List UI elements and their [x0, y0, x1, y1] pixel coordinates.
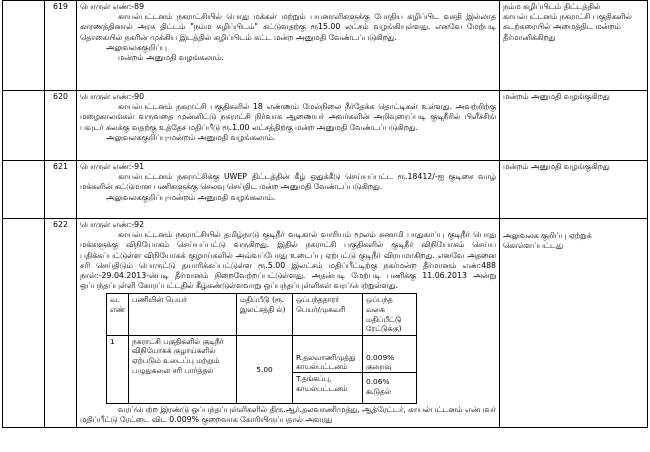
cell-work: நகராட்சி பகுதிகளில் குடிநீர் விநியோகக் குழாய்களில் ஏற்படும் உடைப்பு மற்றும் பழுதுகளை சரி பார்த்தல் — [129, 335, 237, 403]
office-note-text: மன்றம் அனுமதி வழங்கலாம். — [118, 53, 224, 63]
subject-text: காயல்பட்டனம் நகராட்சி பகுதிகளில் 18 எண்ணம் மேல்நிலை நீர்தேக்க தொட்டிகள் உள்ளது. அவற்றிற்கு மழைகாலங்கள் வருவதை முன்னிட்டு நகராட்சி நிர்வாக ஆணையர் அவர்களின் அறிவுரைப்படி குடிநீரில் பிளீச்சிங் பவுடர் கலக்கு வதற்கு உத்தேச மதிப்பீடு ரூ.1.00 லட்சத்திற்கு மன்ற அனுமதி வேண்டப்படுகிறது. — [80, 102, 496, 132]
tenderer-2: T.தங்கப்பு, காயல்பட்டனம் — [293, 372, 362, 393]
subject-text: காயல்பட்டனம் நகராட்சியில் பொது மக்கள் மற்றும் பயனாளிகளுக்கு போதிய கழிப்பிட வசதி இல்லாத காரணத்தினால் அரசு திட்டம் "நம்ம கழிப்பிடம்" கட்டுவதற்கு ரூ15.00 லட்சம் வழங்கியுள்ளது. எனவே மேற்படி தொகையில் நகரின் முக்கிய இடத்தில் கழிப்பிடம் கட்ட மன்ற அனுமதி வேண்டப்படுகிறது. — [80, 12, 496, 42]
cell-rates — [363, 335, 417, 403]
resolution-row-622 — [3, 219, 648, 428]
item-body — [77, 161, 500, 219]
item-number: 622 — [45, 219, 77, 428]
office-note-label: அலுவலககுறிப்பு — [106, 42, 167, 52]
office-note: அலுவலககுறிப்பு-மன்றம் அனுமதி வழங்கலாம். — [106, 132, 276, 142]
cell-tenderers — [293, 335, 363, 403]
item-body — [77, 91, 500, 161]
subject-label: பொருள் எண்:-90 — [80, 92, 145, 101]
resolution-row-619 — [3, 1, 648, 91]
gutter-cell — [3, 1, 45, 91]
subject-label: பொருள் எண்:-91 — [80, 162, 145, 171]
gutter-cell — [3, 219, 45, 428]
cell-serial: 1 — [107, 335, 129, 403]
header-serial: வ. எண் — [107, 294, 129, 335]
rate-2: 0.06% கூடுதல் — [363, 372, 416, 402]
resolution-text: மன்றம் அனுமதி வழங்குகிறது — [500, 91, 648, 161]
gutter-cell — [3, 161, 45, 219]
resolution-text: அலுவலக குறிப்பு ஏற்றுக் கொள்ளப்பட்டது — [500, 219, 648, 428]
header-rate: ஒப்பந்த வகை மதிப்பீட்டு ரேட்டுக்கு) — [363, 294, 417, 335]
item-body — [77, 219, 500, 428]
item-number: 619 — [45, 1, 77, 91]
resolution-text: மன்றம் அனுமதி வழங்குகிறது — [500, 161, 648, 219]
resolution-row-620 — [3, 91, 648, 161]
rate-1: 0.009% குறைவு — [366, 352, 395, 372]
gutter-cell — [3, 91, 45, 161]
tenderer-1: R.தலவாணிமுத்து காயல்பட்டனம் — [296, 352, 356, 372]
header-estimate: மதிப்பீடு (ரூ. இலட்சத்தி ல்) — [237, 294, 293, 335]
footer-text: வரப்பெற்ற இரண்டு ஒப்பந்தப்புள்ளிகளில் திரு.ஆர்.தலவாணிமுத்து, ஆத்ரேட்டர், காயல்பட்டனம் என்பவர் மதிப்பீட்டு ரேட்டை விட 0.009% குறைவாக கோரியிருப்பதால் அவரது — [80, 405, 496, 425]
item-number: 621 — [45, 161, 77, 219]
header-work: பணியின் பெயர் — [129, 294, 237, 335]
tender-table — [106, 293, 417, 404]
resolution-text: நம்ம கழிப்பிடம் திட்டத்தில் காயல்பட்டனம் நகராட்சி பகுதிகளில் கடற்கரையில் அமைத்திட மன்றம் தீர்மானிக்கிறது — [500, 1, 648, 91]
subject-label: பொருள் எண்:-92 — [80, 220, 145, 229]
subject-text: காயல்பட்டனம் நகராட்சியில் தமிழ்நாடு குடிநீர் வடிகால் வாரியம் மூலம் சுனாமி பாதுகாப்பு குடிநீர் பொது மக்களுக்கு விநியோகம் செய்யப்பட்டு வருகிறது. இதில் நகராட்சி பகுதிகளில் குடிநீர் விநியோகம் செய்ய பதிக்கப்பட்டுள்ள விநியோகக் குழாய்களில் அவ்வப்போது உடைப்பு ஏற்பட்டு குடிநீர் விரயமாகிறது. எனவே அதனை சரி செய்திடும் பொருட்டு தயாரிக்கப்பட்டுள்ள ரூ.5.00 இலட்சம் மதிப்பீட்டிற்கு நகர்மன்ற தீர்மானம் எண்:488 நாள்:-29.04.2013-ன்படி தீர்மானம் நிறைவேற்றப்பட்டுள்ளது. அதன்படி மேற்படி பணிக்கு 11.06.2013 அன்று ஒப்பந்தப்புள்ளி கோரப்பட்டதில் கீழ்கண்டுள்ளவாறு ஒப்பந்தப்புள்ளிகள் வரப்பெற்றுள்ளது. — [80, 230, 496, 291]
subject-label: பொருள் எண்:-89 — [80, 2, 145, 11]
cell-estimate: 5.00 — [237, 335, 293, 403]
header-tenderer: ஒப்பந்ததாரர் பெயர்/முகவரி — [293, 294, 363, 335]
resolution-row-621 — [3, 161, 648, 219]
tender-header-row — [107, 294, 417, 335]
office-note: அலுவலககுறிப்பு-மன்றம் அனுமதி வழங்கலாம். — [106, 192, 276, 202]
item-number: 620 — [45, 91, 77, 161]
item-body — [77, 1, 500, 91]
tender-row — [107, 335, 417, 403]
resolutions-table — [2, 0, 648, 428]
subject-text: காயல்பட்டனம் நகராட்சிக்கு UWEP திட்டத்தின் கீழ் ஒதுக்கீடு செய்யப்பட்ட ரூ.18412/-ஐ குடிசை வாழ் மக்களின் கட்டுமான பணிகளுக்கு செலவு செய்திட மன்ற அனுமதி வேண்டப்படுகிறது. — [80, 172, 496, 192]
